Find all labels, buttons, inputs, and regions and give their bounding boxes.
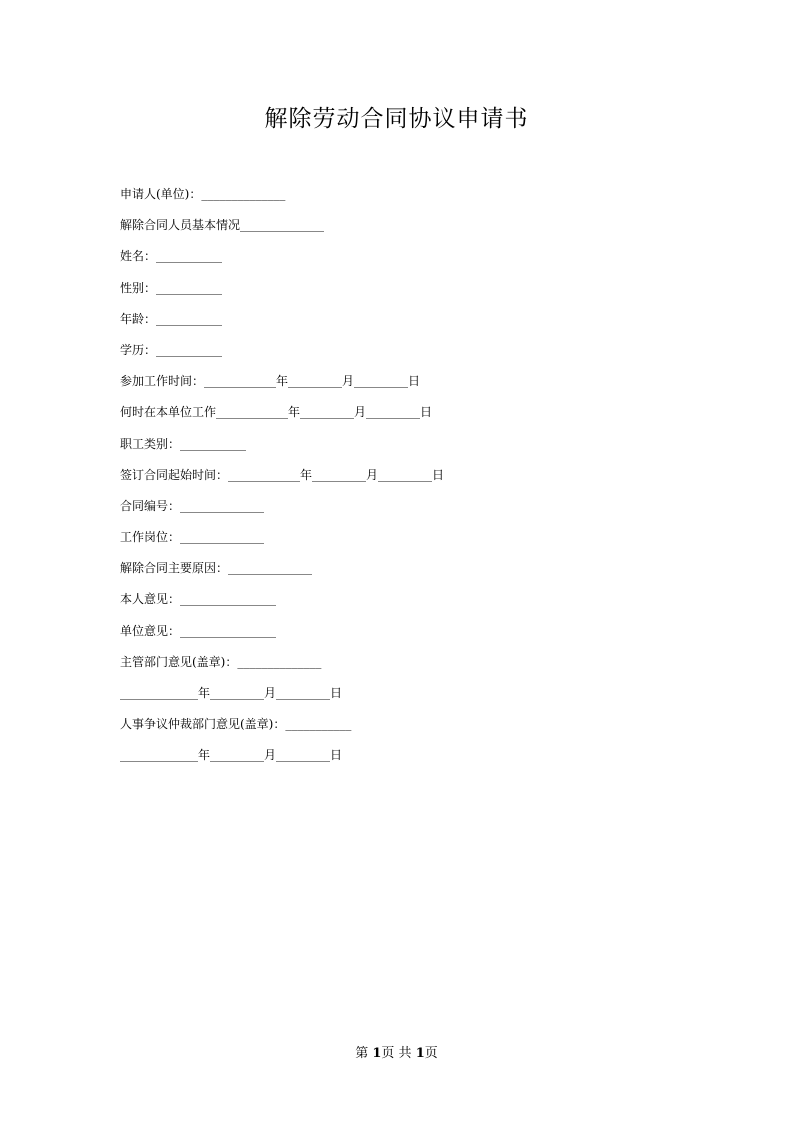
personal-opinion-line: 本人意见：________________ bbox=[120, 592, 277, 607]
arbitration-opinion-line: 人事争议仲裁部门意见(盖章)：___________ bbox=[120, 717, 352, 732]
document-title: 解除劳动合同协议申请书 bbox=[264, 106, 529, 132]
job-position-line: 工作岗位：______________ bbox=[120, 530, 265, 545]
supervisor-date-line: _____________年_________月_________日 bbox=[120, 686, 343, 700]
gender-line: 性别：___________ bbox=[120, 280, 223, 295]
current-page-number: 1 bbox=[372, 1046, 382, 1061]
applicant-line: 申请人(单位)：______________ bbox=[120, 187, 286, 201]
footer-mid: 页 共 bbox=[381, 1046, 416, 1061]
work-start-date-line: 参加工作时间：____________年_________月_________日 bbox=[120, 374, 421, 389]
education-line: 学历：___________ bbox=[120, 342, 223, 357]
contract-start-date-line: 签订合同起始时间：____________年_________月_________日 bbox=[120, 467, 445, 482]
employee-category-line: 职工类别：___________ bbox=[120, 436, 247, 451]
contract-number-line: 合同编号：______________ bbox=[120, 498, 265, 513]
name-line: 姓名：___________ bbox=[120, 249, 223, 264]
page-footer bbox=[0, 1042, 793, 1061]
footer-suffix: 页 bbox=[424, 1046, 438, 1061]
supervisor-opinion-line: 主管部门意见(盖章)：______________ bbox=[120, 654, 322, 669]
total-page-number: 1 bbox=[415, 1046, 425, 1061]
unit-opinion-line: 单位意见：________________ bbox=[120, 623, 277, 638]
age-line: 年龄：___________ bbox=[120, 311, 223, 326]
unit-start-date-line: 何时在本单位工作____________年_________月_________日 bbox=[120, 405, 433, 420]
basic-info-line: 解除合同人员基本情况______________ bbox=[120, 218, 325, 233]
arbitration-date-line: _____________年_________月_________日 bbox=[120, 748, 343, 763]
footer-prefix: 第 bbox=[355, 1046, 373, 1061]
termination-reason-line: 解除合同主要原因：______________ bbox=[120, 561, 313, 576]
form-body bbox=[120, 182, 680, 775]
